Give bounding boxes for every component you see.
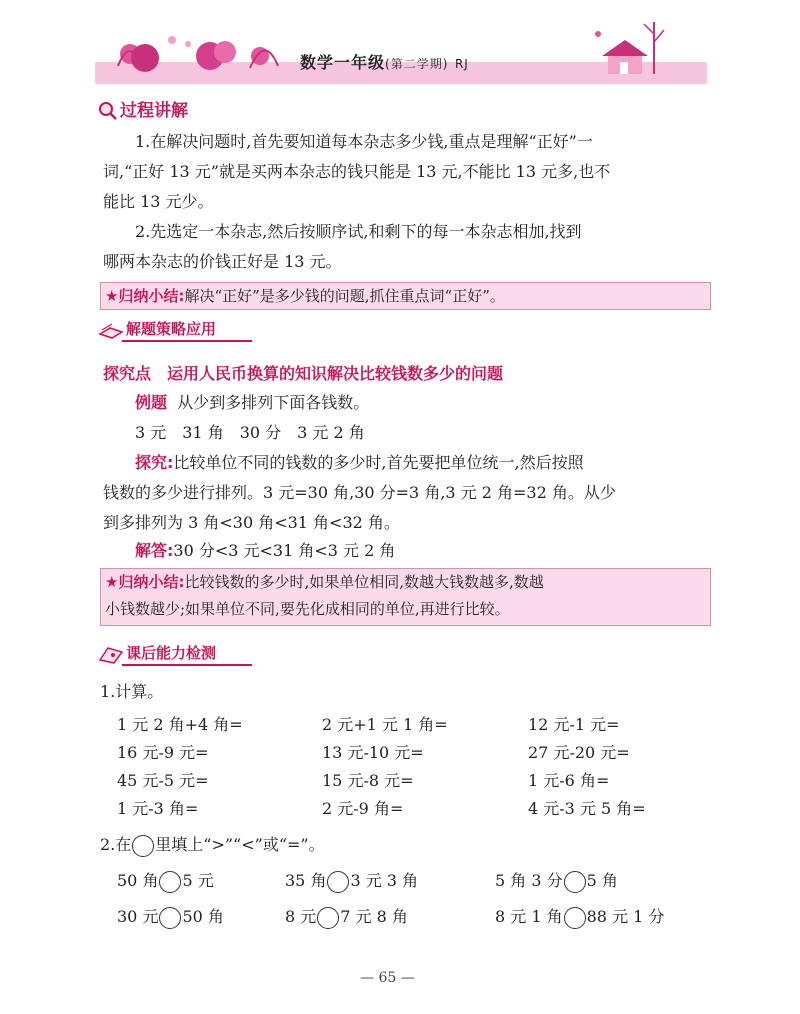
section-heading-process: 过程讲解 (98, 96, 188, 121)
calc-item: 13 元-10 元= (322, 743, 424, 762)
explanation-paragraph-1: 1.在解决问题时,首先要知道每本杂志多少钱,重点是理解“正好”一 词,“正好 13 元”就是买两本杂志的钱只能是 13 元,不能比 13 元多,也不 能比 13 元少。 (103, 132, 611, 211)
answer-circle[interactable] (564, 907, 586, 929)
magnifier-icon (98, 101, 118, 121)
compare-item: 35 角 3 元 3 角 (285, 868, 418, 893)
calc-item: 45 元-5 元= (117, 771, 209, 790)
blank-circle-icon (132, 835, 154, 857)
answer-circle[interactable] (564, 871, 586, 893)
summary-box-1: ★归纳小结:解决“正好”是多少钱的问题,抓住重点词“正好”。 (100, 282, 711, 310)
floral-decoration-left (100, 26, 290, 76)
book-icon (98, 320, 124, 340)
section-heading-strategy: 解题策略应用 (98, 318, 216, 340)
calc-item: 2 元+1 元 1 角= (322, 715, 448, 734)
explanation-paragraph-2: 2.先选定一本杂志,然后按顺序试,和剩下的每一本杂志相加,找到 哪两本杂志的价钱正好是 13 元。 (103, 222, 582, 271)
compare-item: 8 元 7 元 8 角 (285, 904, 408, 929)
compare-item: 50 角 5 元 (117, 868, 214, 893)
compare-item: 5 角 3 分 5 角 (495, 868, 618, 893)
page-header-title: 数学一年级(第二学期) RJ (300, 53, 469, 72)
calc-item: 16 元-9 元= (117, 743, 209, 762)
answer-circle[interactable] (317, 907, 339, 929)
answer-circle[interactable] (159, 907, 181, 929)
question-2-title: 2.在 里填上“>”“<”或“=”。 (100, 830, 325, 860)
calc-item: 1 元-3 角= (117, 799, 199, 818)
answer-line: 解答:30 分<3 元<31 角<3 元 2 角 (135, 541, 396, 560)
calc-item: 4 元-3 元 5 角= (528, 799, 646, 818)
summary-box-2: ★归纳小结:比较钱数的多少时,如果单位相同,数越大钱数越多,数越 小钱数越少;如果单位不同,要先化成相同的单位,再进行比较。 (100, 568, 711, 626)
calc-item: 1 元 2 角+4 角= (117, 715, 243, 734)
calc-item: 2 元-9 角= (322, 799, 404, 818)
topic-title: 探究点 运用人民币换算的知识解决比较钱数多少的问题 (103, 364, 504, 383)
calc-item: 27 元-20 元= (528, 743, 630, 762)
compare-item: 30 元 50 角 (117, 904, 224, 929)
calc-item: 15 元-8 元= (322, 771, 414, 790)
question-1-title: 1.计算。 (100, 682, 164, 701)
section-heading-practice: 课后能力检测 (98, 642, 216, 664)
notebook-icon (98, 644, 124, 664)
example-amounts: 3 元 31 角 30 分 3 元 2 角 (135, 423, 365, 442)
answer-circle[interactable] (327, 871, 349, 893)
calc-item: 1 元-6 角= (528, 771, 610, 790)
page-number: — 65 — (360, 970, 415, 986)
answer-circle[interactable] (159, 871, 181, 893)
house-tree-decoration (590, 14, 670, 84)
calc-item: 12 元-1 元= (528, 715, 620, 734)
example-line: 例题 从少到多排列下面各钱数。 (135, 393, 370, 412)
compare-item: 8 元 1 角 88 元 1 分 (495, 904, 664, 929)
explore-paragraph: 探究:比较单位不同的钱数的多少时,首先要把单位统一,然后按照 钱数的多少进行排列。3 元=30 角,30 分=3 角,3 元 2 角=32 角。从少 到多排列为 3 角<30 角<31 角<32 角。 (103, 453, 616, 532)
